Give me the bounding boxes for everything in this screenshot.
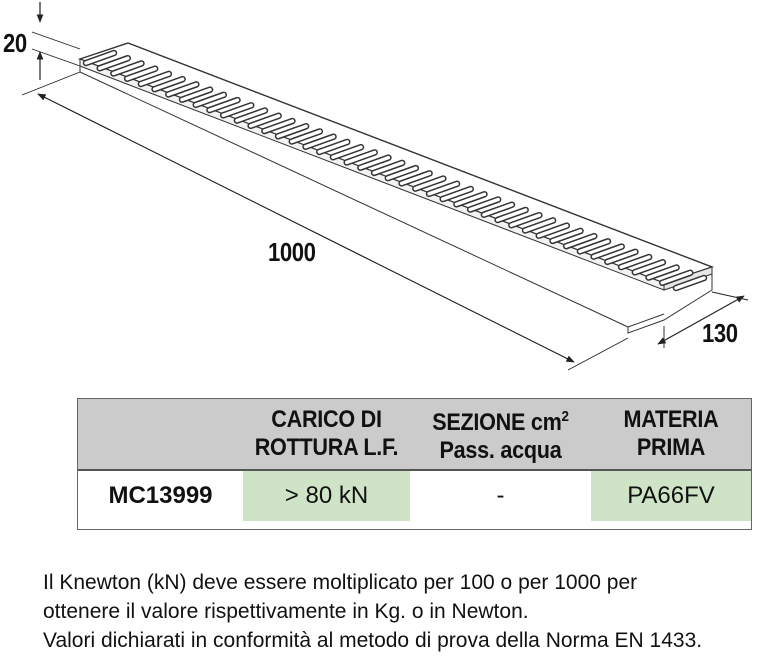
cell-code: MC13999 — [78, 470, 243, 521]
header-carico-line2: ROTTURA L.F. — [254, 434, 399, 461]
width-label: 130 — [702, 318, 738, 348]
header-materia-line2: PRIMA — [636, 434, 706, 461]
cell-carico: > 80 kN — [243, 470, 410, 521]
header-sezione — [410, 399, 591, 470]
header-carico — [243, 399, 410, 470]
height-label: 20 — [3, 28, 27, 58]
header-code — [78, 399, 243, 470]
notes — [43, 568, 763, 655]
cell-sezione: - — [410, 470, 591, 521]
header-sezione-line2: Pass. acqua — [439, 437, 562, 464]
height-dimension — [32, 2, 80, 80]
table-header-row — [78, 399, 751, 470]
table-row — [78, 470, 751, 521]
header-materia-line1: MATERIA — [623, 406, 719, 433]
note-line-2: ottenere il valore rispettivamente in Kg. o in Newton. — [43, 600, 529, 623]
note-line-3: Valori dichiarati in conformità al metodo di prova della Norma EN 1433. — [43, 629, 703, 652]
header-materia — [591, 399, 751, 470]
cell-materia: PA66FV — [591, 470, 751, 521]
header-sezione-sup: 2 — [561, 408, 569, 425]
length-label: 1000 — [268, 237, 316, 267]
header-sezione-line1 — [419, 403, 582, 437]
header-carico-line1: CARICO DI — [271, 406, 382, 433]
grate-body — [80, 43, 712, 333]
spec-table — [78, 399, 751, 521]
note-line-1: Il Knewton (kN) deve essere moltiplicato per 100 o per 1000 per — [43, 571, 638, 594]
header-sezione-text: SEZIONE cm — [432, 409, 562, 436]
